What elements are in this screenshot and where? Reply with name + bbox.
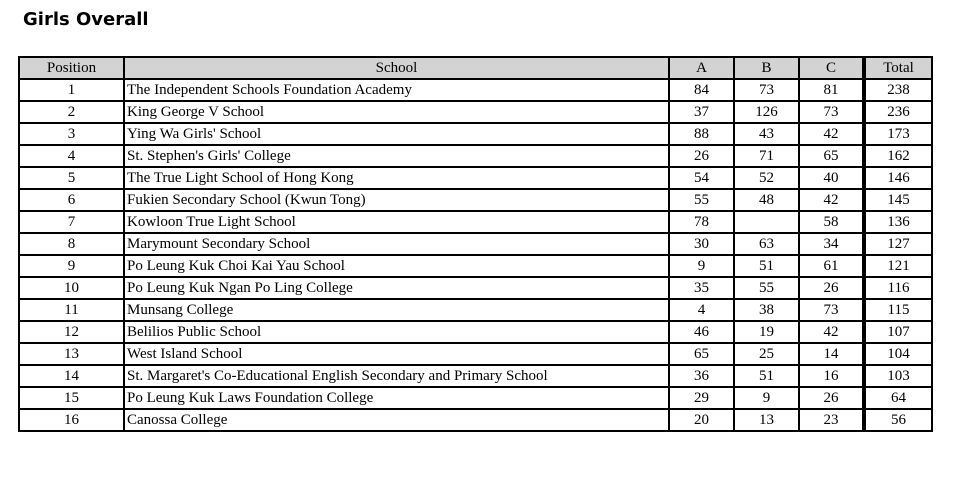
cell-position: 15 xyxy=(19,387,124,409)
cell-position: 7 xyxy=(19,211,124,233)
cell-total: 146 xyxy=(864,167,932,189)
header-c: C xyxy=(799,57,864,79)
cell-c: 73 xyxy=(799,101,864,123)
cell-c: 34 xyxy=(799,233,864,255)
cell-b: 63 xyxy=(734,233,799,255)
header-a: A xyxy=(669,57,734,79)
cell-a: 46 xyxy=(669,321,734,343)
cell-b: 19 xyxy=(734,321,799,343)
cell-b: 9 xyxy=(734,387,799,409)
cell-a: 35 xyxy=(669,277,734,299)
cell-c: 73 xyxy=(799,299,864,321)
cell-b: 71 xyxy=(734,145,799,167)
cell-total: 107 xyxy=(864,321,932,343)
cell-position: 4 xyxy=(19,145,124,167)
cell-school: The Independent Schools Foundation Academy xyxy=(124,79,669,101)
cell-a: 55 xyxy=(669,189,734,211)
table-row xyxy=(19,167,932,189)
cell-b: 55 xyxy=(734,277,799,299)
table-header-row xyxy=(19,57,932,79)
cell-total: 145 xyxy=(864,189,932,211)
cell-c: 58 xyxy=(799,211,864,233)
header-position: Position xyxy=(19,57,124,79)
cell-a: 29 xyxy=(669,387,734,409)
table-row xyxy=(19,211,932,233)
table-row xyxy=(19,299,932,321)
cell-school: Po Leung Kuk Ngan Po Ling College xyxy=(124,277,669,299)
cell-b: 73 xyxy=(734,79,799,101)
cell-c: 26 xyxy=(799,277,864,299)
cell-c: 16 xyxy=(799,365,864,387)
cell-a: 9 xyxy=(669,255,734,277)
cell-total: 103 xyxy=(864,365,932,387)
cell-c: 23 xyxy=(799,409,864,431)
cell-a: 20 xyxy=(669,409,734,431)
table-row xyxy=(19,409,932,431)
cell-a: 65 xyxy=(669,343,734,365)
cell-school: Munsang College xyxy=(124,299,669,321)
table-row xyxy=(19,255,932,277)
cell-school: Kowloon True Light School xyxy=(124,211,669,233)
header-school: School xyxy=(124,57,669,79)
cell-total: 56 xyxy=(864,409,932,431)
table-row xyxy=(19,189,932,211)
cell-position: 9 xyxy=(19,255,124,277)
table-row xyxy=(19,321,932,343)
table-row xyxy=(19,233,932,255)
cell-school: St. Margaret's Co-Educational English Secondary and Primary School xyxy=(124,365,669,387)
cell-school: West Island School xyxy=(124,343,669,365)
cell-total: 136 xyxy=(864,211,932,233)
cell-b: 25 xyxy=(734,343,799,365)
cell-position: 1 xyxy=(19,79,124,101)
table-row xyxy=(19,145,932,167)
cell-b xyxy=(734,211,799,233)
cell-c: 14 xyxy=(799,343,864,365)
cell-total: 64 xyxy=(864,387,932,409)
cell-total: 173 xyxy=(864,123,932,145)
cell-a: 37 xyxy=(669,101,734,123)
cell-b: 38 xyxy=(734,299,799,321)
cell-school: St. Stephen's Girls' College xyxy=(124,145,669,167)
cell-position: 5 xyxy=(19,167,124,189)
cell-b: 13 xyxy=(734,409,799,431)
header-b: B xyxy=(734,57,799,79)
cell-b: 51 xyxy=(734,365,799,387)
cell-a: 84 xyxy=(669,79,734,101)
cell-total: 121 xyxy=(864,255,932,277)
cell-a: 26 xyxy=(669,145,734,167)
cell-total: 238 xyxy=(864,79,932,101)
cell-position: 10 xyxy=(19,277,124,299)
cell-b: 126 xyxy=(734,101,799,123)
cell-position: 13 xyxy=(19,343,124,365)
cell-school: Belilios Public School xyxy=(124,321,669,343)
cell-school: Marymount Secondary School xyxy=(124,233,669,255)
cell-position: 14 xyxy=(19,365,124,387)
cell-position: 11 xyxy=(19,299,124,321)
cell-school: Ying Wa Girls' School xyxy=(124,123,669,145)
cell-school: Canossa College xyxy=(124,409,669,431)
table-row xyxy=(19,101,932,123)
cell-c: 40 xyxy=(799,167,864,189)
page-title: Girls Overall xyxy=(23,9,149,30)
cell-c: 65 xyxy=(799,145,864,167)
cell-school: Po Leung Kuk Choi Kai Yau School xyxy=(124,255,669,277)
cell-b: 51 xyxy=(734,255,799,277)
cell-total: 236 xyxy=(864,101,932,123)
cell-c: 26 xyxy=(799,387,864,409)
cell-c: 42 xyxy=(799,321,864,343)
table-body xyxy=(19,79,932,431)
cell-b: 48 xyxy=(734,189,799,211)
table-row xyxy=(19,387,932,409)
cell-total: 104 xyxy=(864,343,932,365)
cell-c: 61 xyxy=(799,255,864,277)
cell-position: 6 xyxy=(19,189,124,211)
table-row xyxy=(19,365,932,387)
cell-total: 162 xyxy=(864,145,932,167)
cell-b: 52 xyxy=(734,167,799,189)
table-row xyxy=(19,123,932,145)
cell-c: 42 xyxy=(799,123,864,145)
cell-school: Fukien Secondary School (Kwun Tong) xyxy=(124,189,669,211)
cell-total: 127 xyxy=(864,233,932,255)
cell-c: 42 xyxy=(799,189,864,211)
table-row xyxy=(19,79,932,101)
cell-school: Po Leung Kuk Laws Foundation College xyxy=(124,387,669,409)
cell-position: 12 xyxy=(19,321,124,343)
table-row xyxy=(19,277,932,299)
table-row xyxy=(19,343,932,365)
cell-a: 30 xyxy=(669,233,734,255)
cell-c: 81 xyxy=(799,79,864,101)
cell-a: 88 xyxy=(669,123,734,145)
cell-a: 54 xyxy=(669,167,734,189)
cell-position: 16 xyxy=(19,409,124,431)
cell-position: 8 xyxy=(19,233,124,255)
cell-a: 78 xyxy=(669,211,734,233)
cell-b: 43 xyxy=(734,123,799,145)
cell-total: 115 xyxy=(864,299,932,321)
cell-school: King George V School xyxy=(124,101,669,123)
cell-position: 2 xyxy=(19,101,124,123)
results-table xyxy=(18,56,933,432)
cell-position: 3 xyxy=(19,123,124,145)
cell-a: 36 xyxy=(669,365,734,387)
header-total: Total xyxy=(864,57,932,79)
cell-total: 116 xyxy=(864,277,932,299)
cell-a: 4 xyxy=(669,299,734,321)
cell-school: The True Light School of Hong Kong xyxy=(124,167,669,189)
